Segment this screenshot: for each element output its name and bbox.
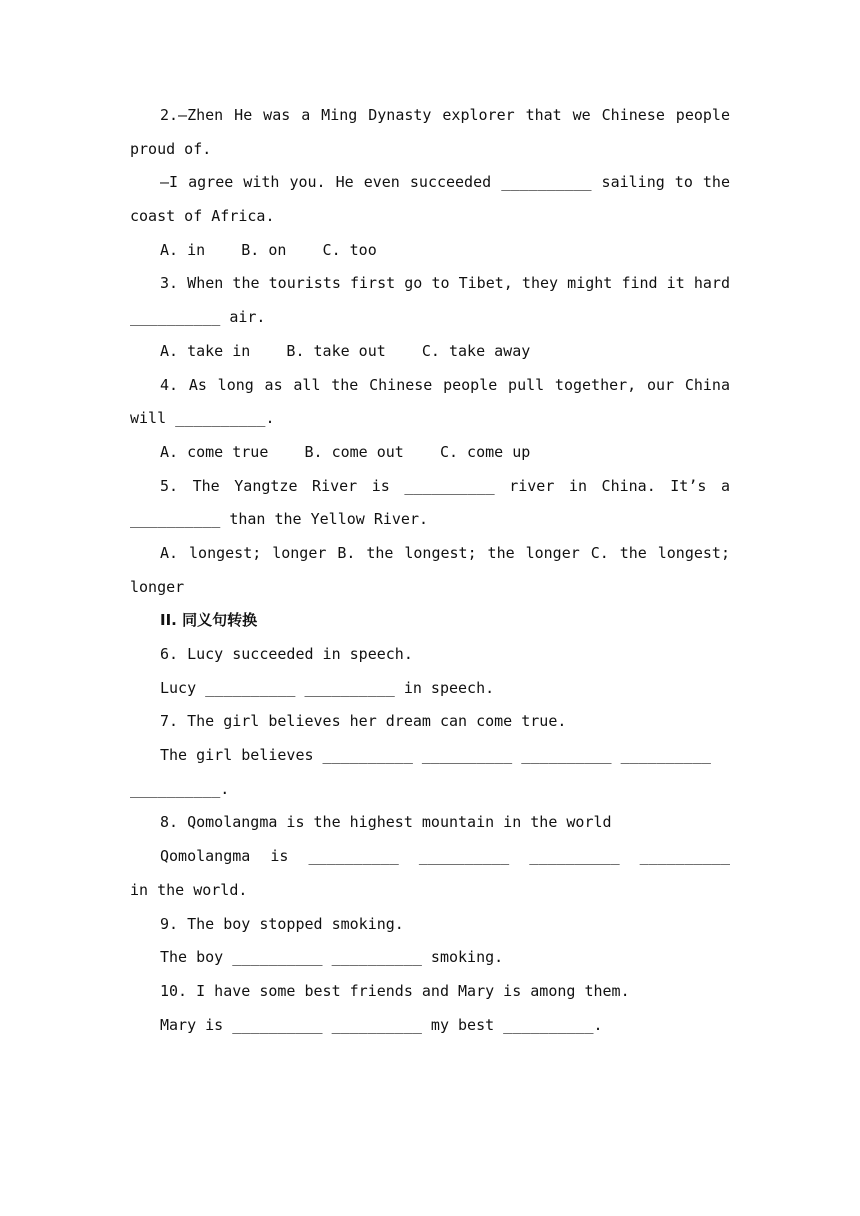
- text-line: 10. I have some best friends and Mary is among them.: [160, 981, 630, 1000]
- text-line: A. longest; longer B. the longest; the longer C. the longest;: [160, 543, 730, 562]
- text-line: 4. As long as all the Chinese people pull together, our China: [160, 375, 730, 394]
- text-line: 3. When the tourists first go to Tibet, they might find it hard: [160, 274, 730, 293]
- text-line: A. in B. on C. too: [160, 240, 377, 259]
- text-line: Mary is __________ __________ my best __________.: [160, 1015, 603, 1034]
- text-line: Qomolangma is __________ __________ __________ __________: [160, 847, 730, 866]
- text-line: __________ air.: [130, 308, 266, 327]
- text-line: The boy __________ __________ smoking.: [160, 948, 504, 967]
- text-line: 9. The boy stopped smoking.: [160, 914, 404, 933]
- text-line: will __________.: [130, 409, 275, 428]
- text-line: longer: [130, 577, 185, 596]
- text-line: Lucy __________ __________ in speech.: [160, 678, 495, 697]
- text-line: __________.: [130, 779, 230, 798]
- exercise-body: [130, 99, 730, 1042]
- text-line: 8. Qomolangma is the highest mountain in the world: [160, 813, 612, 832]
- text-line: A. take in B. take out C. take away: [160, 341, 531, 360]
- text-line: 2.—Zhen He was a Ming Dynasty explorer that we Chinese people: [160, 106, 730, 124]
- text-line: 5. The Yangtze River is __________ river in China. It’s a: [160, 476, 730, 495]
- section-heading: II. 同义句转换: [160, 611, 258, 630]
- text-line: The girl believes __________ __________ __________ __________: [160, 746, 711, 765]
- text-line: __________ than the Yellow River.: [130, 510, 429, 529]
- text-line: proud of.: [130, 139, 212, 158]
- text-line: coast of Africa.: [130, 207, 275, 226]
- text-line: 7. The girl believes her dream can come true.: [160, 712, 567, 731]
- text-line: A. come true B. come out C. come up: [160, 442, 531, 461]
- text-line: —I agree with you. He even succeeded __________ sailing to the: [160, 173, 730, 192]
- text-line: 6. Lucy succeeded in speech.: [160, 645, 413, 663]
- text-line: in the world.: [130, 880, 248, 899]
